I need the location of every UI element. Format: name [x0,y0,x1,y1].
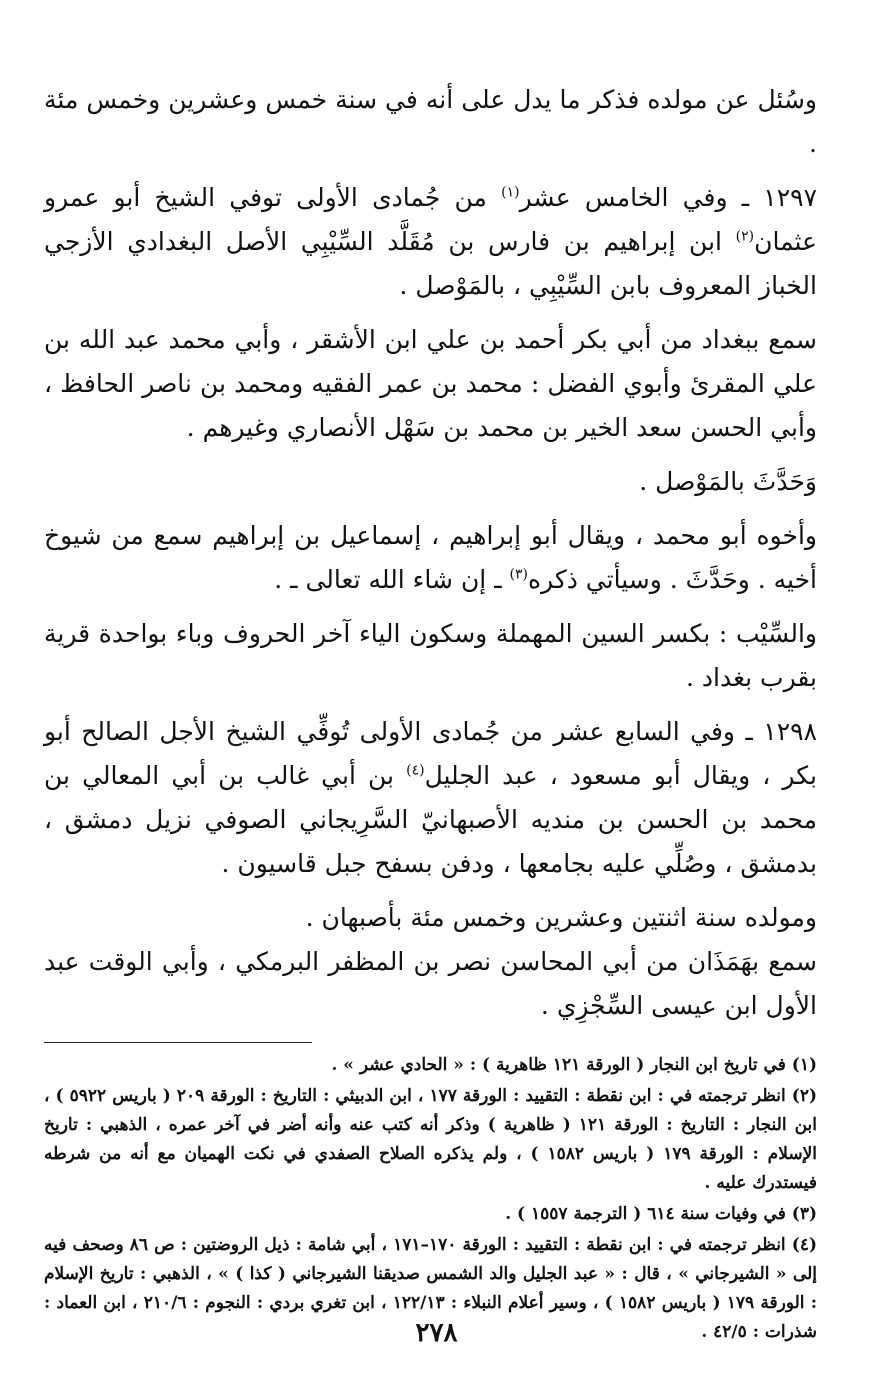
footnotes [44,1051,817,1347]
paragraph: وسُئل عن مولده فذكر ما يدل على أنه في سنة خمس وعشرين وخمس مئة . [44,85,817,158]
entry-text: ابن إبراهيم بن فارس بن مُقَلَّد السِّيْبِي الأصل البغدادي الأزجي الخباز المعروف بابن السِّيْبِي ، بالمَوْصل . [44,227,817,300]
entry-text: من جُمادى الأولى توفي الشيخ أبو عمرو عثمان [44,183,817,256]
footnote-label: (٣) [791,1204,817,1224]
footnote-2 [44,1082,817,1198]
paragraph: والسِّيْب : بكسر السين المهملة وسكون الياء آخر الحروف وباء بواحدة قرية بقرب بغداد . [44,619,817,692]
footnote-separator [44,1042,312,1043]
paragraph: ومولده سنة اثنتين وعشرين وخمس مئة بأصبهان . [305,903,817,932]
footnote-label: (٢) [791,1086,818,1106]
paragraph [44,514,817,602]
footnote-label: (١) [791,1055,817,1075]
entry-1298 [44,710,817,886]
footnote-mark: (٣) [509,566,528,583]
entry-text: ١٢٩٨ ـ وفي السابع عشر من جُمادى الأولى تُوفِّي الشيخ الأجل الصالح أبو بكر ، ويقال أبو مسعود ، عبد الجليل [44,717,817,790]
paragraph-text: وأخوه أبو محمد ، ويقال أبو إبراهيم ، إسماعيل بن إبراهيم سمع من شيوخ أخيه . وحَدَّثَ . وسيأتي ذكره [44,521,817,594]
footnote-text: في تاريخ ابن النجار ( الورقة ١٢١ ظاهرية ) : « الحادي عشر » . [331,1055,786,1075]
footnote-label: (٤) [791,1235,817,1255]
footnote-mark: (٢) [735,228,755,245]
footnote-text: انظر ترجمته في : ابن نقطة : التقييد : الورقة ١٧٠–١٧١ ، أبي شامة : ذيل الروضتين : ص ٨٦ وصحف فيه إلى « الشيرجاني » ، قال : « عبد الجليل والد الشمس صديقنا الشيرجاني ( كذا ) » ، الذهبي : تاريخ الإسلام : الورقة ١٧٩ ( باريس ١٥٨٢ ) ، وسير أعلام النبلاء : ١٢٢/١٣ ، ابن تغري بردي : النجوم : ٢١٠/٦ ، ابن العماد : شذرات : ٤٢/٥ . [44,1235,818,1342]
entry-1297 [44,176,817,308]
footnote-mark: (١) [501,184,520,201]
paragraph-text: ـ إن شاء الله تعالى ـ . [274,565,502,594]
main-text [44,78,817,1028]
footnote-1 [44,1051,817,1080]
footnote-mark: (٤) [406,762,425,779]
paragraph: سمع ببغداد من أبي بكر أحمد بن علي ابن الأشقر ، وأبي محمد عبد الله بن علي المقرئ وأبوي الفضل : محمد بن عمر الفقيه ومحمد بن ناصر الحافظ ، وأبي الحسن سعد الخير بن محمد بن سَهْل الأنصاري وغيرهم . [44,325,817,442]
paragraph: وَحَدَّثَ بالمَوْصل . [639,467,817,496]
paragraph: سمع بهَمَذَان من أبي المحاسن نصر بن المظفر البرمكي ، وأبي الوقت عبد الأول ابن عيسى السِّجْزِي . [44,947,817,1020]
page-number: ٢٧٨ [415,1318,458,1348]
entry-text: بن أبي غالب بن أبي المعالي بن محمد بن الحسن بن منديه الأصبهانيّ السَّرِيجاني الصوفي نزيل دمشق ، بدمشق ، وصُلِّي عليه بجامعها ، ودفن بسفح جبل قاسيون . [44,761,817,878]
footnote-3 [44,1200,817,1229]
footnote-text: في وفيات سنة ٦١٤ ( الترجمة ١٥٥٧ ) . [505,1204,786,1224]
entry-text: ١٢٩٧ ـ وفي الخامس عشر [519,183,817,212]
footnote-text: انظر ترجمته في : ابن نقطة : التقييد : الورقة ١٧٧ ، ابن الدبيثي : التاريخ : الورقة ٢٠٩ ( باريس ٥٩٢٢ ) ، ابن النجار : التاريخ : الورقة ١٢١ ( ظاهرية ) وذكر أنه كتب عنه وأنه أضر في آخر عمره ، الذهبي : تاريخ الإسلام : الورقة ١٧٩ ( باريس ١٥٨٢ ) ، ولم يذكره الصلاح الصفدي في نكت الهميان مع أنه من شرطه فيستدرك عليه . [44,1086,818,1193]
